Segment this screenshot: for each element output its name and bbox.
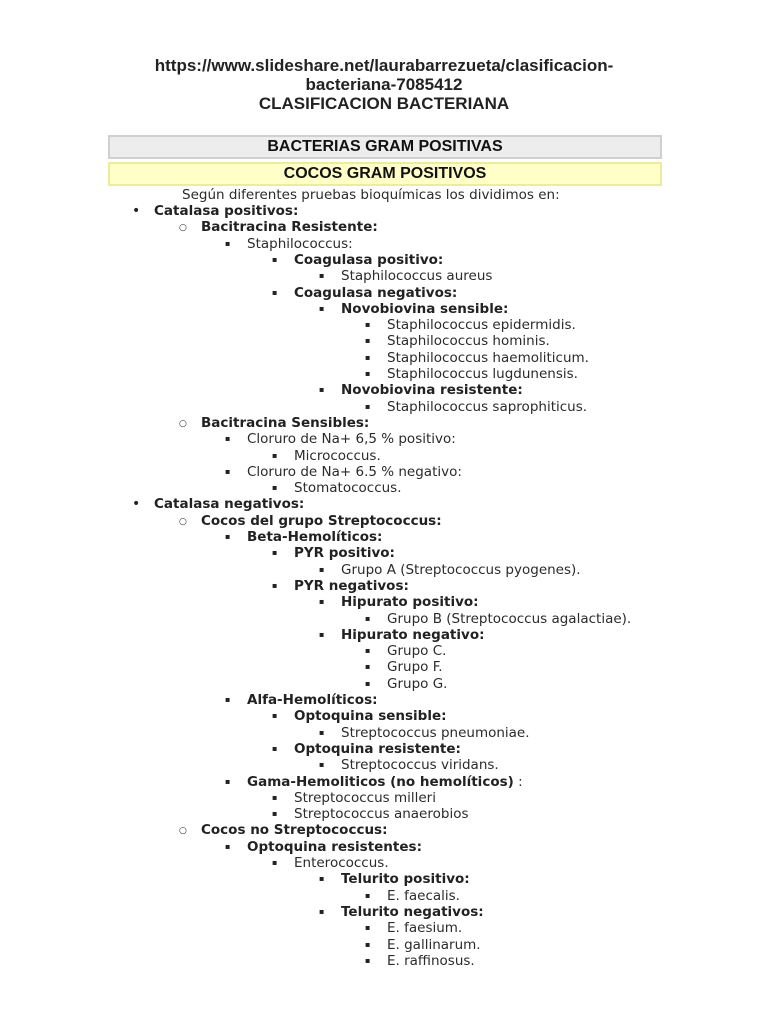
list-item-text: Streptococcus pneumoniae. — [341, 724, 530, 741]
list-item — [272, 578, 409, 594]
list-item-text: Staphilococcus saprophiticus. — [387, 398, 588, 415]
bullet-icon: ▪ — [225, 695, 231, 704]
list-item — [272, 790, 436, 806]
list-item-text: Cocos del grupo Streptococcus: — [201, 512, 442, 529]
list-item — [225, 236, 353, 252]
bullet-icon: ○ — [179, 826, 187, 837]
list-item — [225, 431, 456, 447]
bullet-icon: ▪ — [365, 352, 371, 362]
bullet-icon: ▪ — [319, 874, 325, 884]
list-item — [319, 268, 492, 284]
bullet-icon: ▪ — [365, 923, 371, 933]
list-item — [365, 366, 578, 382]
list-item — [319, 757, 499, 773]
list-item-text: Alfa-Hemolíticos: — [247, 692, 378, 708]
list-item — [365, 659, 443, 675]
list-item-text: Grupo F. — [387, 659, 443, 676]
list-item-text: Hipurato positivo: — [341, 594, 479, 611]
list-item-text: E. gallinarum. — [387, 936, 481, 953]
bullet-icon: ▪ — [272, 580, 278, 590]
list-item-text: Cloruro de Na+ 6,5 % positivo: — [247, 431, 456, 448]
list-item-text: Beta-Hemolíticos: — [247, 529, 383, 545]
list-item-text: Bacitracina Resistente: — [201, 219, 378, 236]
bullet-icon: ▪ — [272, 809, 278, 819]
list-item-text: Staphilococcus aureus — [341, 268, 493, 285]
bullet-icon: ▪ — [365, 613, 371, 623]
list-item-text: Catalasa negativos: — [154, 496, 305, 513]
list-item — [365, 888, 460, 904]
bullet-icon: ▪ — [365, 678, 371, 688]
list-item — [365, 317, 576, 333]
list-item — [319, 871, 470, 887]
list-item — [225, 774, 523, 790]
list-item — [319, 382, 523, 398]
list-item-text: Streptococcus viridans. — [341, 757, 499, 774]
bullet-icon: ▪ — [272, 254, 278, 264]
bullet-icon: ▪ — [365, 369, 371, 378]
list-item — [365, 350, 589, 366]
list-item-text: Staphilococcus: — [247, 235, 353, 252]
list-item — [365, 611, 631, 627]
bullet-icon: ▪ — [272, 450, 278, 460]
list-item-text: Optoquina sensible: — [294, 708, 447, 725]
list-item — [365, 920, 462, 936]
bullet-icon: ▪ — [319, 727, 325, 737]
bullet-icon: ▪ — [225, 466, 231, 476]
list-item — [179, 219, 378, 235]
bullet-icon: ▪ — [272, 287, 278, 297]
list-item — [272, 285, 457, 301]
list-item-text: E. raffinosus. — [387, 952, 475, 969]
list-item — [365, 676, 447, 692]
list-item-text: Optoquina resistentes: — [247, 838, 422, 855]
bullet-icon: ▪ — [272, 711, 278, 721]
list-item-text: Stomatococcus. — [294, 480, 402, 497]
bullet-icon: ▪ — [272, 792, 278, 802]
bullet-icon: ○ — [179, 516, 187, 527]
list-item-text: Grupo C. — [387, 643, 447, 660]
list-item-text: Grupo A (Streptococcus pyogenes). — [341, 561, 581, 578]
intro-text: Según diferentes pruebas bioquímicas los dividimos en: — [182, 187, 560, 203]
list-item — [365, 643, 446, 659]
bullet-icon: ○ — [179, 223, 187, 234]
list-item — [272, 480, 402, 496]
bullet-icon: ▪ — [365, 336, 371, 346]
list-item-text: Streptococcus milleri — [294, 789, 436, 806]
list-item-text: Cloruro de Na+ 6.5 % negativo: — [247, 463, 462, 480]
subsection-title: COCOS GRAM POSITIVOS — [108, 162, 662, 186]
list-item-text: Gama-Hemoliticos (no hemolíticos) — [247, 773, 514, 790]
bullet-icon: ▪ — [272, 483, 278, 493]
list-item — [179, 415, 369, 431]
bullet-icon: ○ — [179, 418, 187, 429]
list-item-text: Staphilococcus haemoliticum. — [387, 349, 589, 366]
list-item-text: Bacitracina Sensibles: — [201, 414, 370, 431]
bullet-icon: ▪ — [365, 662, 371, 672]
list-item — [272, 252, 443, 268]
list-item — [319, 627, 485, 643]
list-item — [319, 904, 484, 920]
list-item-text: E. faesium. — [387, 920, 463, 937]
list-item — [365, 333, 550, 349]
bullet-icon: ▪ — [272, 743, 278, 753]
list-item-text: Telurito negativos: — [341, 903, 484, 920]
bullet-icon: ▪ — [272, 858, 278, 867]
list-item — [319, 594, 479, 610]
bullet-icon: ▪ — [225, 532, 231, 541]
bullet-icon: ▪ — [225, 238, 231, 248]
bullet-icon: ▪ — [319, 385, 325, 395]
list-item — [272, 448, 381, 464]
document-header — [0, 56, 768, 113]
source-url-line-2: bacteriana-7085412 — [305, 75, 463, 94]
bullet-icon: • — [132, 203, 141, 219]
document-title: CLASIFICACION BACTERIANA — [258, 94, 510, 113]
list-item — [179, 822, 388, 838]
list-item — [365, 953, 475, 969]
list-item-text: Staphilococcus epidermidis. — [387, 317, 576, 334]
list-item — [225, 692, 378, 708]
list-item-suffix: : — [513, 773, 523, 790]
list-item — [272, 855, 389, 871]
list-item — [319, 301, 508, 317]
list-item-text: Micrococcus. — [294, 447, 381, 464]
list-item — [225, 464, 462, 480]
list-item-text: Grupo B (Streptococcus agalactiae). — [387, 610, 632, 627]
list-item-text: Enterococcus. — [294, 855, 389, 871]
bullet-icon: ▪ — [365, 955, 371, 965]
list-item-text: Coagulasa negativos: — [294, 284, 458, 301]
list-item-text: Optoquina resistente: — [294, 740, 461, 757]
list-item-text: PYR negativos: — [294, 577, 409, 594]
list-item-text: Telurito positivo: — [341, 871, 470, 888]
bullet-icon: ▪ — [272, 548, 278, 558]
bullet-icon: ▪ — [365, 890, 371, 900]
list-item — [365, 937, 481, 953]
list-item — [272, 545, 395, 561]
list-item — [179, 513, 442, 529]
list-item — [132, 496, 304, 512]
list-item — [272, 741, 461, 757]
source-url-line-1: https://www.slideshare.net/laurabarrezueta/clasificacion- — [154, 56, 614, 75]
bullet-icon: ▪ — [319, 271, 325, 281]
bullet-icon: ▪ — [365, 401, 371, 411]
bullet-icon: ▪ — [319, 597, 325, 607]
list-item — [225, 529, 382, 545]
bullet-icon: ▪ — [365, 646, 371, 656]
bullet-icon: ▪ — [319, 906, 325, 916]
bullet-icon: ▪ — [225, 434, 231, 444]
list-item — [319, 725, 530, 741]
list-item-text: Coagulasa positivo: — [294, 251, 444, 268]
list-item-text: Catalasa positivos: — [154, 203, 299, 219]
bullet-icon: ▪ — [319, 760, 325, 770]
list-item-text: PYR positivo: — [294, 545, 395, 562]
bullet-icon: ▪ — [365, 320, 371, 330]
list-item-text: Grupo G. — [387, 675, 448, 692]
list-item — [272, 708, 447, 724]
section-title: BACTERIAS GRAM POSITIVAS — [108, 135, 662, 159]
bullet-icon: ▪ — [225, 841, 231, 851]
bullet-icon: ▪ — [319, 303, 325, 313]
list-item — [319, 562, 581, 578]
list-item-text: Hipurato negativo: — [341, 626, 485, 643]
list-item-text: Novobiovina resistente: — [341, 382, 523, 399]
list-item-text: Staphilococcus lugdunensis. — [387, 366, 578, 382]
bullet-icon: ▪ — [225, 776, 231, 786]
list-item — [365, 399, 587, 415]
list-item — [272, 806, 469, 822]
list-item-text: Staphilococcus hominis. — [387, 333, 550, 350]
bullet-icon: • — [132, 496, 141, 513]
list-item-text: Streptococcus anaerobios — [294, 806, 469, 823]
bullet-icon: ▪ — [365, 939, 371, 949]
list-item-text: Cocos no Streptococcus: — [201, 822, 388, 839]
list-item-text: E. faecalis. — [387, 887, 460, 904]
bullet-icon: ▪ — [319, 629, 325, 639]
list-item-text: Novobiovina sensible: — [341, 300, 509, 317]
bullet-icon: ▪ — [319, 564, 325, 574]
list-item — [132, 203, 298, 219]
list-item — [225, 839, 422, 855]
